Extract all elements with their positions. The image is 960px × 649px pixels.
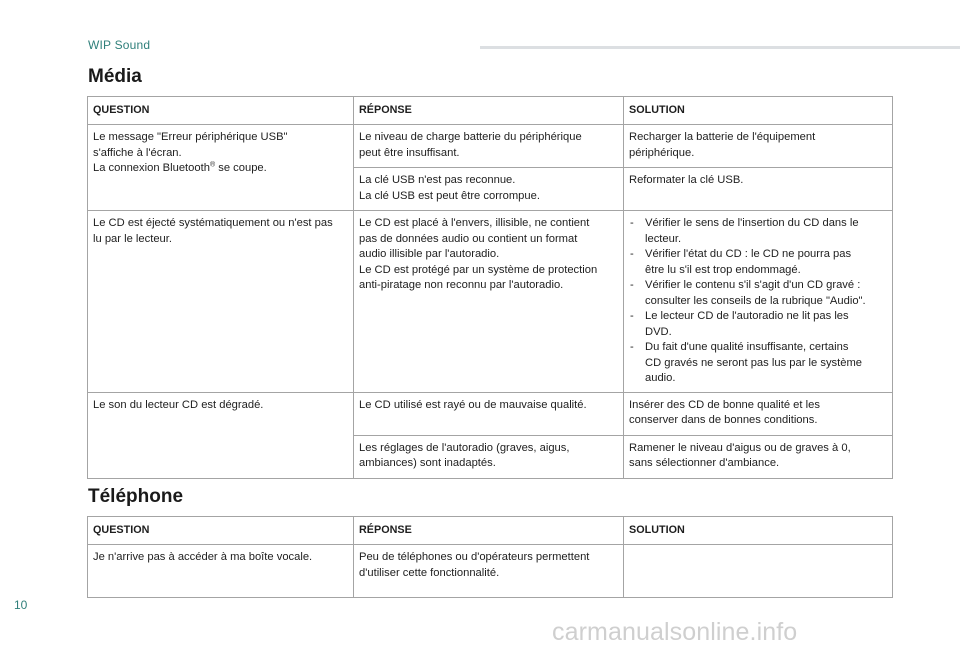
text-line: La connexion Bluetooth® se coupe. (93, 161, 267, 174)
question-cell (88, 211, 354, 393)
page-number: 10 (14, 598, 28, 612)
watermark-text: carmanualsonline.info (552, 618, 798, 646)
reponse-cell (354, 125, 624, 168)
solution-cell (624, 392, 893, 435)
text-line: audio illisible par l'autoradio. (359, 248, 500, 260)
text-line: Recharger la batterie de l'équipement (629, 131, 816, 143)
text-line: anti-piratage non reconnu par l'autoradio. (359, 279, 564, 291)
section-title-telephone: Téléphone (88, 486, 184, 507)
text-line: périphérique. (629, 146, 695, 159)
registered-mark: ® (209, 161, 216, 169)
text-line: Peu de téléphones ou d'opérateurs permettent (359, 551, 590, 563)
text-line: Je n'arrive pas à accéder à ma boîte vocale. (93, 551, 313, 563)
reponse-cell (354, 168, 624, 211)
text-line: Le son du lecteur CD est dégradé. (93, 398, 264, 411)
text-line: lu par le lecteur. (93, 232, 172, 245)
text-line: Le CD est éjecté systématiquement ou n'est pas (93, 217, 333, 229)
list-item: - Vérifier l'état du CD : le CD ne pourra pas être lu s'il est trop endommagé. (629, 247, 887, 278)
solution-cell (624, 211, 893, 393)
column-header-reponse: RÉPONSE (354, 517, 624, 545)
table-row (88, 211, 893, 393)
text-line: La clé USB n'est pas reconnue. (359, 174, 516, 186)
table-row (88, 125, 893, 168)
text-line: peut être insuffisant. (359, 146, 460, 159)
text-line: Insérer des CD de bonne qualité et les (629, 398, 820, 411)
column-header-solution: SOLUTION (624, 97, 893, 125)
running-header: WIP Sound (88, 38, 151, 52)
list-item: - Le lecteur CD de l'autoradio ne lit pas les DVD. (629, 309, 887, 340)
reponse-cell (354, 392, 624, 435)
text-line: Le CD utilisé est rayé ou de mauvaise qualité. (359, 398, 587, 411)
text-line: Les réglages de l'autoradio (graves, aigus, (359, 441, 570, 454)
reponse-cell (354, 211, 624, 393)
question-cell (88, 392, 354, 478)
solution-cell (624, 168, 893, 211)
solution-list (629, 216, 887, 387)
text-line: Le niveau de charge batterie du périphérique (359, 131, 582, 143)
text-line: ambiances) sont inadaptés. (359, 457, 496, 469)
table-header-row (88, 97, 893, 125)
solution-cell (624, 435, 893, 478)
header-rule (480, 46, 960, 49)
reponse-cell (354, 545, 624, 598)
text-line: Le message "Erreur périphérique USB" (93, 131, 288, 143)
text-line: La clé USB est peut être corrompue. (359, 189, 540, 202)
question-cell (88, 125, 354, 211)
section-title-media: Média (88, 66, 142, 87)
text-line: Le CD est protégé par un système de protection (359, 263, 598, 276)
list-item: - Vérifier le sens de l'insertion du CD dans le lecteur. (629, 216, 887, 247)
table-header-row (88, 517, 893, 545)
solution-cell (624, 545, 893, 598)
faq-table-media (87, 96, 893, 479)
list-item: - Du fait d'une qualité insuffisante, certains CD gravés ne seront pas lus par le système audio. (629, 340, 887, 387)
text-line: sans sélectionner d'ambiance. (629, 457, 780, 469)
reponse-cell (354, 435, 624, 478)
list-item: - Vérifier le contenu s'il s'agit d'un CD gravé : consulter les conseils de la rubrique "Audio". (629, 278, 887, 309)
question-cell (88, 545, 354, 598)
faq-table-telephone (87, 516, 893, 598)
text-line: Reformater la clé USB. (629, 174, 744, 186)
table-row (88, 545, 893, 598)
text-line: Ramener le niveau d'aigus ou de graves à 0, (629, 441, 851, 454)
text-line: conserver dans de bonnes conditions. (629, 414, 818, 426)
column-header-question: QUESTION (88, 517, 354, 545)
text-line: pas de données audio ou contient un format (359, 232, 578, 245)
text-line: s'affiche à l'écran. (93, 146, 182, 159)
column-header-reponse: RÉPONSE (354, 97, 624, 125)
column-header-solution: SOLUTION (624, 517, 893, 545)
solution-cell (624, 125, 893, 168)
table-row (88, 392, 893, 435)
text-line: Le CD est placé à l'envers, illisible, ne contient (359, 217, 590, 229)
column-header-question: QUESTION (88, 97, 354, 125)
text-line: d'utiliser cette fonctionnalité. (359, 566, 500, 579)
